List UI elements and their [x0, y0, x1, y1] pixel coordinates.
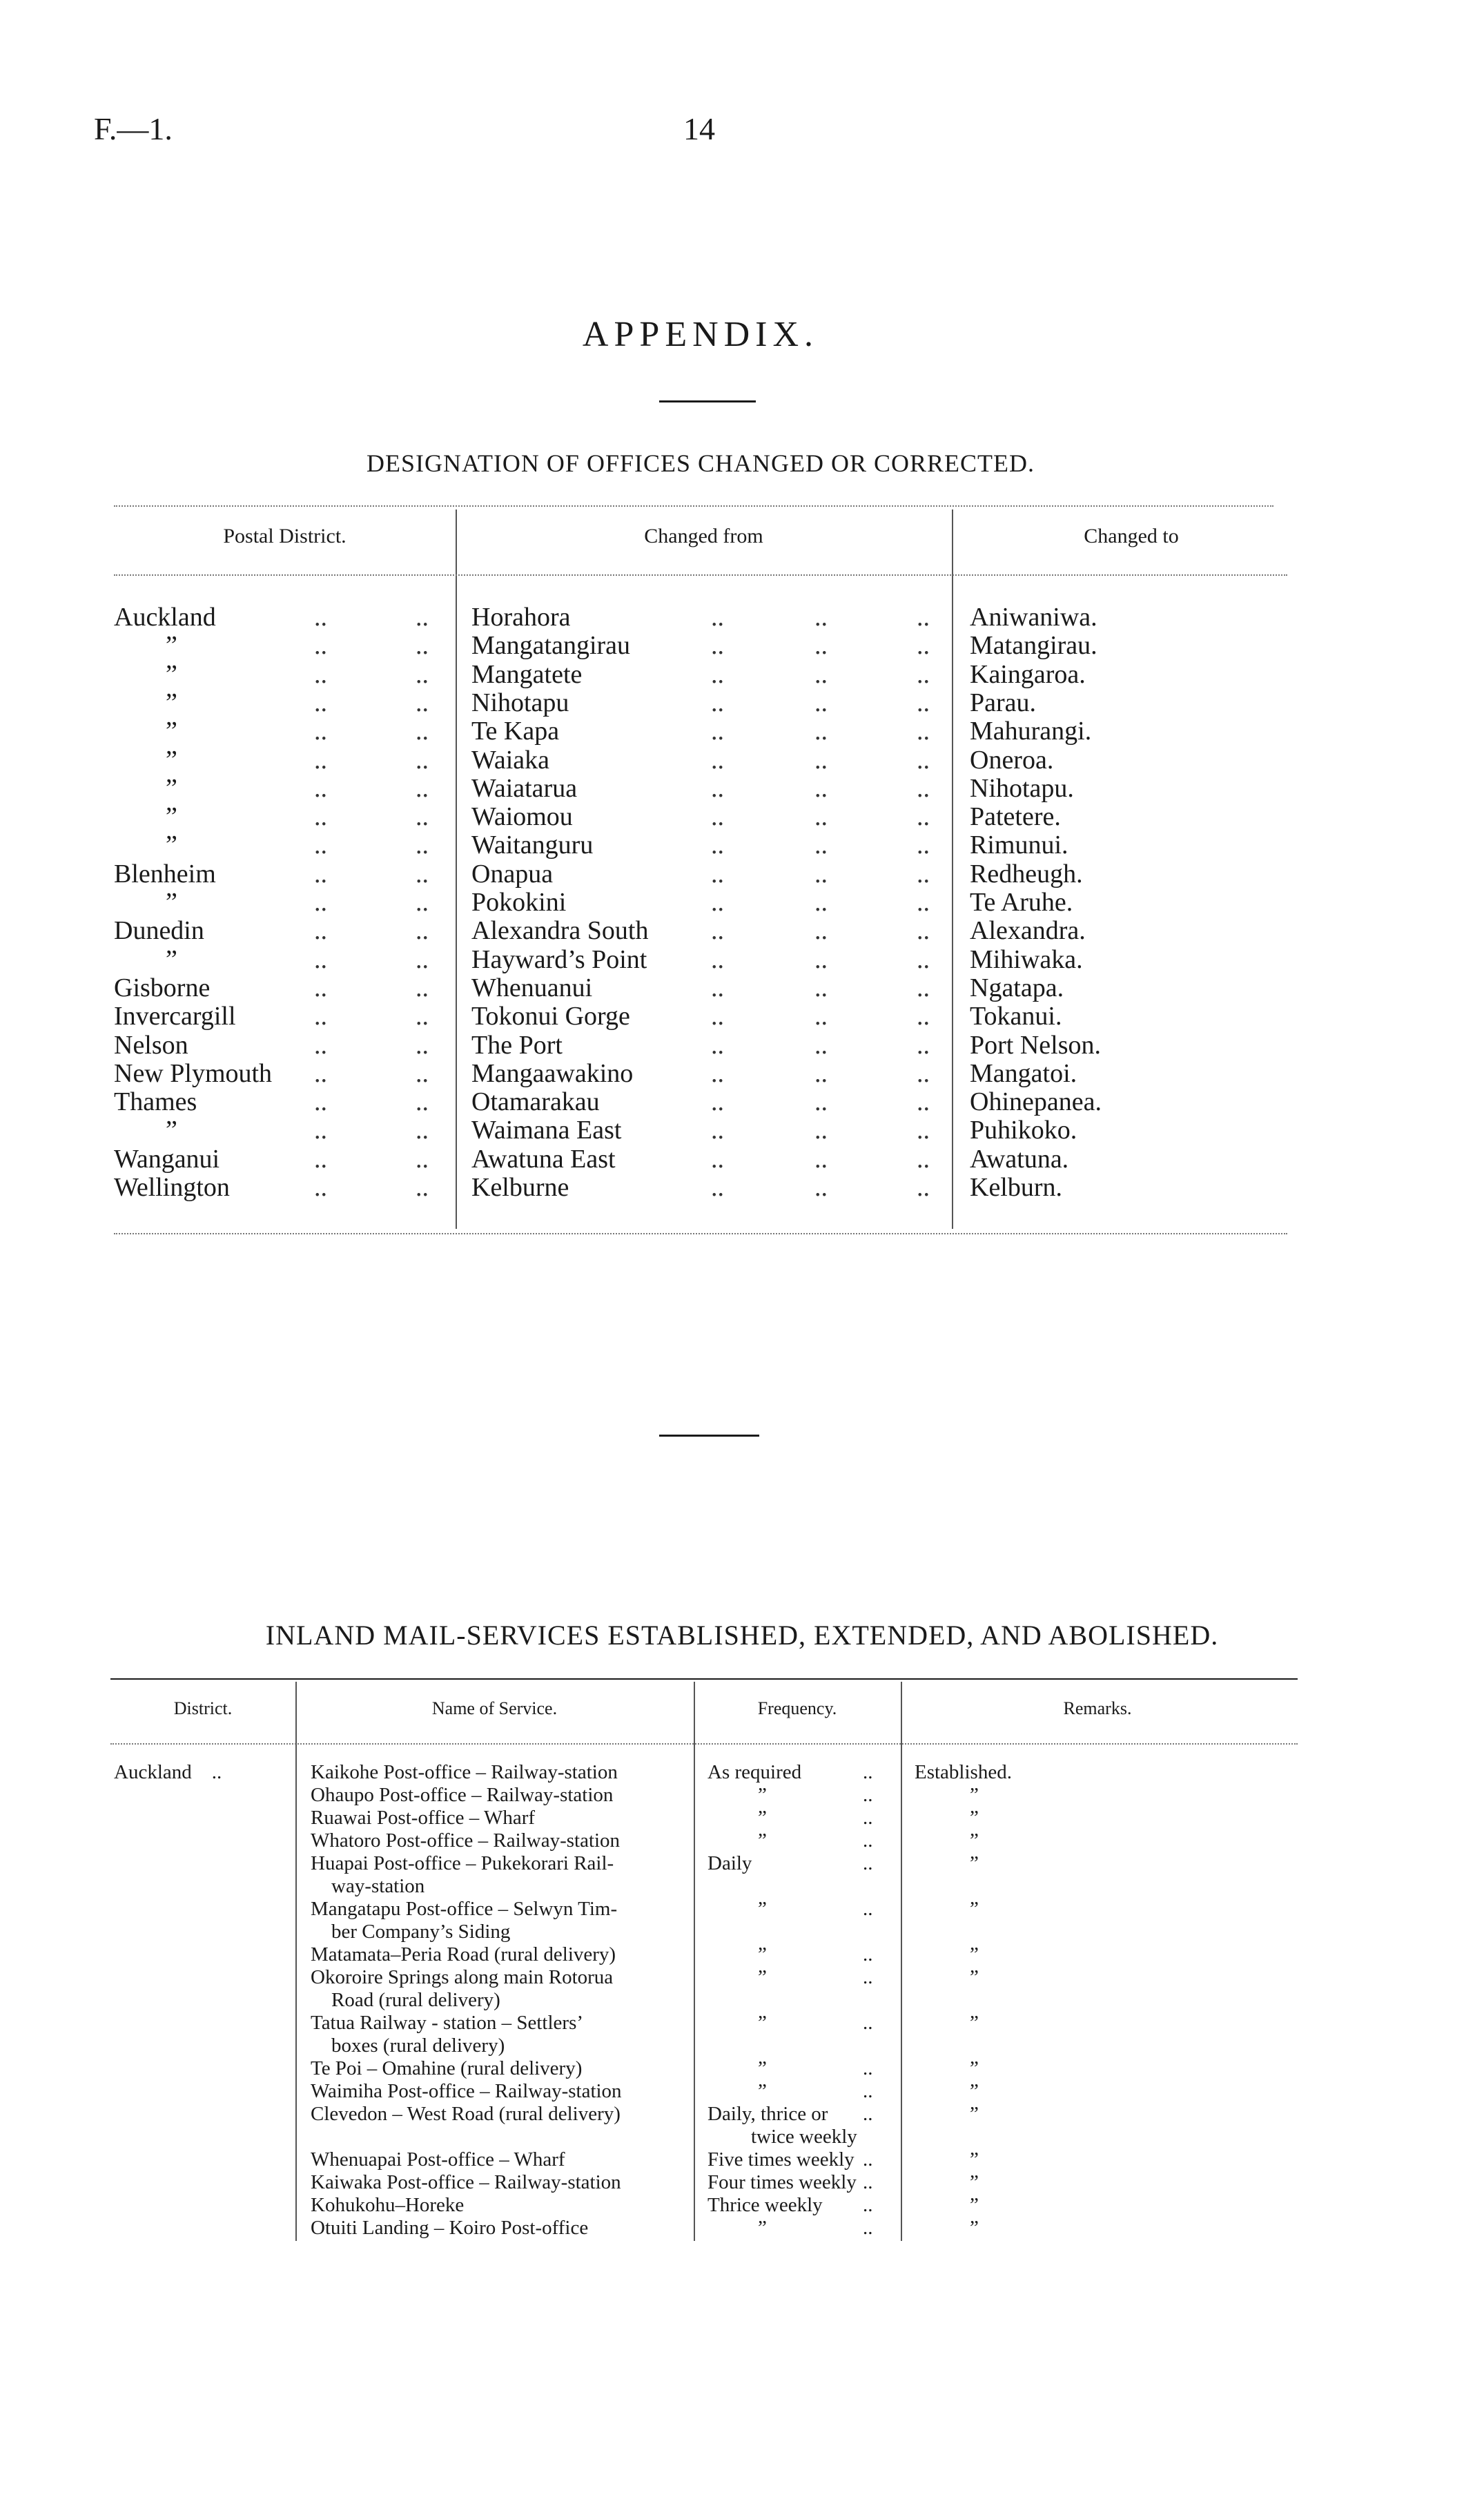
table2-top-rule: [110, 1678, 1298, 1680]
leader-dots: ..: [314, 802, 327, 832]
leader-dots: ..: [917, 745, 930, 775]
service-name-line: Matamata–Peria Road (rural delivery): [311, 1943, 616, 1965]
changed-from-cell: Te Kapa: [471, 717, 560, 746]
leader-dots: ..: [711, 603, 724, 632]
leader-dots: ..: [711, 1002, 724, 1031]
leader-dots: ..: [814, 631, 828, 661]
leader-dots: ..: [814, 773, 828, 803]
changed-to-cell: Rimunui.: [970, 831, 1068, 860]
changed-to-cell: Oneroa.: [970, 745, 1054, 775]
leader-dots: ..: [416, 973, 429, 1002]
changed-from-cell: Otamarakau: [471, 1087, 600, 1117]
service-name-line: Otuiti Landing – Koiro Post-office: [311, 2217, 589, 2239]
leader-dots: ..: [917, 1144, 930, 1174]
leader-dots: ..: [917, 916, 930, 946]
frequency-line: ”: [758, 2057, 767, 2079]
leader-dots: ..: [863, 1966, 873, 1988]
document-reference: F.—1.: [94, 111, 173, 146]
district-cell: Wanganui: [114, 1144, 220, 1174]
remarks-cell: ”: [970, 1966, 979, 1988]
appendix-title: APPENDIX.: [582, 315, 819, 354]
remarks-cell: ”: [970, 2012, 979, 2034]
leader-dots: ..: [863, 1784, 873, 1806]
changed-from-cell: Waimana East: [471, 1116, 622, 1145]
district-cell: ”: [166, 831, 177, 860]
leader-dots: ..: [863, 2103, 873, 2125]
changed-from-cell: Whenuanui: [471, 973, 593, 1002]
service-name-line: Te Poi – Omahine (rural delivery): [311, 2057, 583, 2079]
leader-dots: ..: [711, 1173, 724, 1202]
leader-dots: ..: [416, 631, 429, 661]
changed-from-cell: Tokonui Gorge: [471, 1002, 630, 1031]
designation-row: [0, 830, 1484, 858]
frequency-line: ”: [758, 2217, 767, 2239]
leader-dots: ..: [416, 1002, 429, 1031]
designation-row: [0, 973, 1484, 1001]
changed-from-cell: Waitanguru: [471, 831, 594, 860]
changed-to-cell: Alexandra.: [970, 916, 1086, 946]
leader-dots: ..: [416, 717, 429, 746]
col-remarks: Remarks.: [1063, 1698, 1132, 1718]
changed-to-cell: Kaingaroa.: [970, 659, 1086, 689]
service-name-line: boxes (rural delivery): [331, 2035, 505, 2057]
leader-dots: ..: [711, 659, 724, 689]
service-name-line: Clevedon – West Road (rural delivery): [311, 2103, 621, 2125]
table2-divider-2: [694, 1682, 695, 2241]
leader-dots: ..: [711, 944, 724, 974]
frequency-line: Daily, thrice or: [707, 2103, 828, 2125]
changed-to-cell: Mihiwaka.: [970, 944, 1083, 974]
remarks-cell: ”: [970, 2057, 979, 2079]
leader-dots: ..: [814, 659, 828, 689]
designation-row: [0, 802, 1484, 830]
leader-dots: ..: [863, 2012, 873, 2034]
leader-dots: ..: [814, 717, 828, 746]
leader-dots: ..: [416, 1058, 429, 1088]
leader-dots: ..: [917, 944, 930, 974]
designation-row: [0, 1144, 1484, 1172]
leader-dots: ..: [814, 1173, 828, 1202]
changed-to-cell: Matangirau.: [970, 631, 1097, 661]
section-rule: [659, 1435, 759, 1437]
district-cell: ”: [166, 1116, 177, 1145]
changed-to-cell: Redheugh.: [970, 859, 1083, 889]
leader-dots: ..: [314, 944, 327, 974]
designation-row: [0, 944, 1484, 973]
leader-dots: ..: [917, 1058, 930, 1088]
leader-dots: ..: [863, 2171, 873, 2193]
changed-from-cell: Kelburne: [471, 1173, 569, 1202]
service-name-line: Kaiwaka Post-office – Railway-station: [311, 2171, 621, 2193]
leader-dots: ..: [917, 688, 930, 717]
frequency-line: ”: [758, 1807, 767, 1829]
leader-dots: ..: [314, 659, 327, 689]
service-name-line: Kohukohu–Horeke: [311, 2194, 465, 2216]
col-frequency: Frequency.: [757, 1698, 837, 1718]
district-cell: ”: [166, 944, 177, 974]
frequency-line: ”: [758, 1943, 767, 1965]
leader-dots: ..: [917, 802, 930, 832]
district-cell: Thames: [114, 1087, 197, 1117]
changed-to-cell: Ohinepanea.: [970, 1087, 1102, 1117]
leader-dots: ..: [917, 888, 930, 917]
title-rule: [659, 400, 756, 402]
leader-dots: ..: [314, 745, 327, 775]
frequency-line: Five times weekly: [707, 2148, 855, 2171]
district-cell: Auckland: [114, 603, 216, 632]
changed-to-cell: Kelburn.: [970, 1173, 1063, 1202]
leader-dots: ..: [814, 1030, 828, 1060]
leader-dots: ..: [711, 717, 724, 746]
leader-dots: ..: [314, 717, 327, 746]
frequency-line: ”: [758, 1829, 767, 1852]
district-cell: ”: [166, 631, 177, 661]
leader-dots: ..: [814, 1058, 828, 1088]
leader-dots: ..: [863, 2194, 873, 2216]
leader-dots: ..: [814, 745, 828, 775]
leader-dots: ..: [711, 1087, 724, 1117]
service-name-line: Waimiha Post-office – Railway-station: [311, 2080, 622, 2102]
leader-dots: ..: [863, 2217, 873, 2239]
remarks-cell: Established.: [915, 1761, 1012, 1783]
district-cell: ”: [166, 717, 177, 746]
leader-dots: ..: [314, 631, 327, 661]
leader-dots: ..: [711, 1144, 724, 1174]
district-cell: Invercargill: [114, 1002, 236, 1031]
service-name-line: ber Company’s Siding: [331, 1921, 511, 1943]
leader-dots: ..: [711, 916, 724, 946]
leader-dots: ..: [917, 603, 930, 632]
leader-dots: ..: [814, 1002, 828, 1031]
leader-dots: ..: [416, 688, 429, 717]
leader-dots: ..: [814, 859, 828, 889]
leader-dots: ..: [814, 888, 828, 917]
leader-dots: ..: [711, 1058, 724, 1088]
leader-dots: ..: [314, 859, 327, 889]
remarks-cell: ”: [970, 2194, 979, 2216]
leader-dots: ..: [314, 1144, 327, 1174]
designation-row: [0, 1087, 1484, 1115]
leader-dots: ..: [416, 859, 429, 889]
leader-dots: ..: [814, 802, 828, 832]
leader-dots: ..: [814, 688, 828, 717]
designation-row: [0, 1030, 1484, 1058]
leader-dots: ..: [314, 773, 327, 803]
leader-dots: ..: [814, 1144, 828, 1174]
service-name-line: Okoroire Springs along main Rotorua: [311, 1966, 614, 1988]
remarks-cell: ”: [970, 2103, 979, 2125]
changed-from-cell: Mangatete: [471, 659, 583, 689]
mail-district-label: Auckland: [114, 1761, 192, 1783]
table2-header-rule: [110, 1743, 1298, 1745]
remarks-cell: ”: [970, 1898, 979, 1920]
leader-dots: ..: [711, 631, 724, 661]
leader-dots: ..: [416, 916, 429, 946]
designation-row: [0, 773, 1484, 802]
district-cell: ”: [166, 745, 177, 775]
leader-dots: ..: [416, 659, 429, 689]
leader-dots: ..: [711, 831, 724, 860]
service-name-line: Whatoro Post-office – Railway-station: [311, 1829, 621, 1852]
leader-dots: ..: [416, 888, 429, 917]
remarks-cell: ”: [970, 2080, 979, 2102]
leader-dots: ..: [863, 2057, 873, 2079]
district-cell: Dunedin: [114, 916, 204, 946]
district-cell: New Plymouth: [114, 1058, 273, 1088]
designation-row: [0, 1001, 1484, 1029]
leader-dots: ..: [314, 1002, 327, 1031]
leader-dots: ..: [917, 1002, 930, 1031]
col-postal-district: Postal District.: [223, 525, 346, 547]
district-cell: ”: [166, 802, 177, 832]
leader-dots: ..: [711, 688, 724, 717]
leader-dots: ..: [416, 1116, 429, 1145]
leader-dots: ..: [314, 916, 327, 946]
changed-from-cell: Onapua: [471, 859, 554, 889]
service-name-line: way-station: [331, 1875, 425, 1897]
changed-from-cell: Nihotapu: [471, 688, 569, 717]
district-cell: ”: [166, 773, 177, 803]
leader-dots: ..: [863, 1898, 873, 1920]
leader-dots: ..: [863, 1829, 873, 1852]
leader-dots: ..: [416, 603, 429, 632]
leader-dots: ..: [863, 2148, 873, 2171]
leader-dots: ..: [711, 802, 724, 832]
leader-dots: ..: [814, 973, 828, 1002]
district-cell: Wellington: [114, 1173, 230, 1202]
changed-from-cell: Awatuna East: [471, 1144, 616, 1174]
district-cell: ”: [166, 888, 177, 917]
leader-dots: ..: [711, 973, 724, 1002]
col-changed-from: Changed from: [644, 525, 763, 547]
table2-divider-1: [295, 1682, 297, 2241]
changed-from-cell: Horahora: [471, 603, 571, 632]
leader-dots: ..: [917, 1030, 930, 1060]
designation-row: [0, 688, 1484, 716]
changed-to-cell: Aniwaniwa.: [970, 603, 1097, 632]
leader-dots: ..: [416, 831, 429, 860]
leader-dots: ..: [814, 603, 828, 632]
changed-from-cell: The Port: [471, 1030, 563, 1060]
leader-dots: ..: [814, 831, 828, 860]
table1-header-rule: [114, 574, 1287, 576]
changed-from-cell: Hayward’s Point: [471, 944, 647, 974]
leader-dots: ..: [917, 1173, 930, 1202]
changed-to-cell: Mahurangi.: [970, 717, 1092, 746]
leader-dots: ..: [314, 688, 327, 717]
remarks-cell: ”: [970, 2148, 979, 2171]
frequency-line: ”: [758, 2080, 767, 2102]
leader-dots: ..: [314, 1173, 327, 1202]
designation-row: [0, 1172, 1484, 1201]
designation-row: [0, 602, 1484, 630]
leader-dots: ..: [917, 1116, 930, 1145]
remarks-cell: ”: [970, 2217, 979, 2239]
designation-row: [0, 716, 1484, 744]
designation-row: [0, 745, 1484, 773]
designation-row: [0, 887, 1484, 915]
leader-dots: ..: [917, 1087, 930, 1117]
leader-dots: ..: [416, 1087, 429, 1117]
leader-dots: ..: [314, 1116, 327, 1145]
frequency-line: Four times weekly: [707, 2171, 857, 2193]
frequency-line: ”: [758, 1784, 767, 1806]
leader-dots: ..: [416, 802, 429, 832]
remarks-cell: ”: [970, 1807, 979, 1829]
changed-to-cell: Patetere.: [970, 802, 1061, 832]
table1-top-rule: [114, 505, 1273, 507]
designation-row: [0, 859, 1484, 887]
leader-dots: ..: [917, 831, 930, 860]
leader-dots: ..: [416, 1173, 429, 1202]
changed-from-cell: Alexandra South: [471, 916, 649, 946]
changed-to-cell: Awatuna.: [970, 1144, 1069, 1174]
service-name-line: Ruawai Post-office – Wharf: [311, 1807, 536, 1829]
mail-services-heading: INLAND MAIL-SERVICES ESTABLISHED, EXTENDED, AND ABOLISHED.: [265, 1620, 1219, 1651]
district-cell: ”: [166, 659, 177, 689]
leader-dots: ..: [314, 1087, 327, 1117]
changed-to-cell: Mangatoi.: [970, 1058, 1077, 1088]
leader-dots: ..: [814, 916, 828, 946]
col-district: District.: [173, 1698, 233, 1718]
designation-row: [0, 659, 1484, 688]
leader-dots: ..: [314, 603, 327, 632]
leader-dots: ..: [863, 1852, 873, 1874]
designation-row: [0, 915, 1484, 944]
leader-dots: ..: [416, 773, 429, 803]
leader-dots: ..: [314, 1030, 327, 1060]
table1-bottom-rule: [114, 1233, 1287, 1234]
leader-dots: ..: [314, 888, 327, 917]
leader-dots: ..: [416, 944, 429, 974]
remarks-cell: ”: [970, 1829, 979, 1852]
leader-dots: ..: [711, 888, 724, 917]
frequency-line: ”: [758, 1898, 767, 1920]
remarks-cell: ”: [970, 1943, 979, 1965]
district-cell: ”: [166, 688, 177, 717]
leader-dots: ..: [416, 745, 429, 775]
col-changed-to: Changed to: [1084, 525, 1179, 547]
leader-dots: ..: [863, 1761, 873, 1783]
changed-from-cell: Waiomou: [471, 802, 573, 832]
leader-dots: ..: [863, 1807, 873, 1829]
leader-dots: ..: [814, 944, 828, 974]
service-name-line: Tatua Railway - station – Settlers’: [311, 2012, 584, 2034]
district-cell: Blenheim: [114, 859, 216, 889]
remarks-cell: ”: [970, 2171, 979, 2193]
leader-dots: ..: [917, 973, 930, 1002]
leader-dots: ..: [711, 773, 724, 803]
frequency-line: ”: [758, 1966, 767, 1988]
leader-dots: ..: [917, 717, 930, 746]
leader-dots: ..: [917, 773, 930, 803]
designation-row: [0, 1058, 1484, 1087]
leader-dots: ..: [416, 1030, 429, 1060]
leader-dots: ..: [917, 859, 930, 889]
frequency-line: ”: [758, 2012, 767, 2034]
changed-to-cell: Ngatapa.: [970, 973, 1064, 1002]
service-name-line: Road (rural delivery): [331, 1989, 500, 2011]
leader-dots: ..: [863, 1943, 873, 1965]
leader-dots: ..: [917, 631, 930, 661]
leader-dots: ..: [711, 745, 724, 775]
designation-row: [0, 1115, 1484, 1143]
table2-divider-3: [901, 1682, 902, 2241]
leader-dots: ..: [711, 1030, 724, 1060]
mail-district-auckland: Auckland ..: [114, 1761, 222, 1783]
designation-row: [0, 630, 1484, 659]
remarks-cell: ”: [970, 1784, 979, 1806]
changed-from-cell: Pokokini: [471, 888, 567, 917]
changed-to-cell: Parau.: [970, 688, 1037, 717]
frequency-line: Thrice weekly: [707, 2194, 823, 2216]
frequency-line: Daily: [707, 1852, 752, 1874]
changed-from-cell: Waiatarua: [471, 773, 578, 803]
service-name-line: Kaikohe Post-office – Railway-station: [311, 1761, 618, 1783]
leader-dots: ..: [711, 1116, 724, 1145]
leader-dots: ..: [711, 859, 724, 889]
page-number: 14: [683, 111, 715, 146]
changed-to-cell: Te Aruhe.: [970, 888, 1073, 917]
service-name-line: Huapai Post-office – Pukekorari Rail-: [311, 1852, 614, 1874]
leader-dots: ..: [416, 1144, 429, 1174]
designation-heading: DESIGNATION OF OFFICES CHANGED OR CORRECTED.: [366, 449, 1035, 477]
remarks-cell: ”: [970, 1852, 979, 1874]
leader-dots: ..: [314, 973, 327, 1002]
col-name-of-service: Name of Service.: [431, 1698, 558, 1718]
district-cell: Nelson: [114, 1030, 188, 1060]
changed-from-cell: Mangatangirau: [471, 631, 631, 661]
changed-to-cell: Port Nelson.: [970, 1030, 1101, 1060]
changed-to-cell: Tokanui.: [970, 1002, 1062, 1031]
leader-dots: ..: [314, 1058, 327, 1088]
district-cell: Gisborne: [114, 973, 211, 1002]
service-name-line: Whenuapai Post-office – Wharf: [311, 2148, 565, 2171]
changed-from-cell: Mangaawakino: [471, 1058, 634, 1088]
leader-dots: ..: [814, 1116, 828, 1145]
service-name-line: Ohaupo Post-office – Railway-station: [311, 1784, 614, 1806]
leader-dots: ..: [314, 831, 327, 860]
frequency-line: As required: [707, 1761, 802, 1783]
frequency-line: twice weekly: [751, 2126, 857, 2148]
leader-dots: ..: [863, 2080, 873, 2102]
service-name-line: Mangatapu Post-office – Selwyn Tim-: [311, 1898, 618, 1920]
leader-dots: ..: [814, 1087, 828, 1117]
changed-to-cell: Nihotapu.: [970, 773, 1074, 803]
changed-to-cell: Puhikoko.: [970, 1116, 1077, 1145]
leader-dots: ..: [917, 659, 930, 689]
changed-from-cell: Waiaka: [471, 745, 549, 775]
